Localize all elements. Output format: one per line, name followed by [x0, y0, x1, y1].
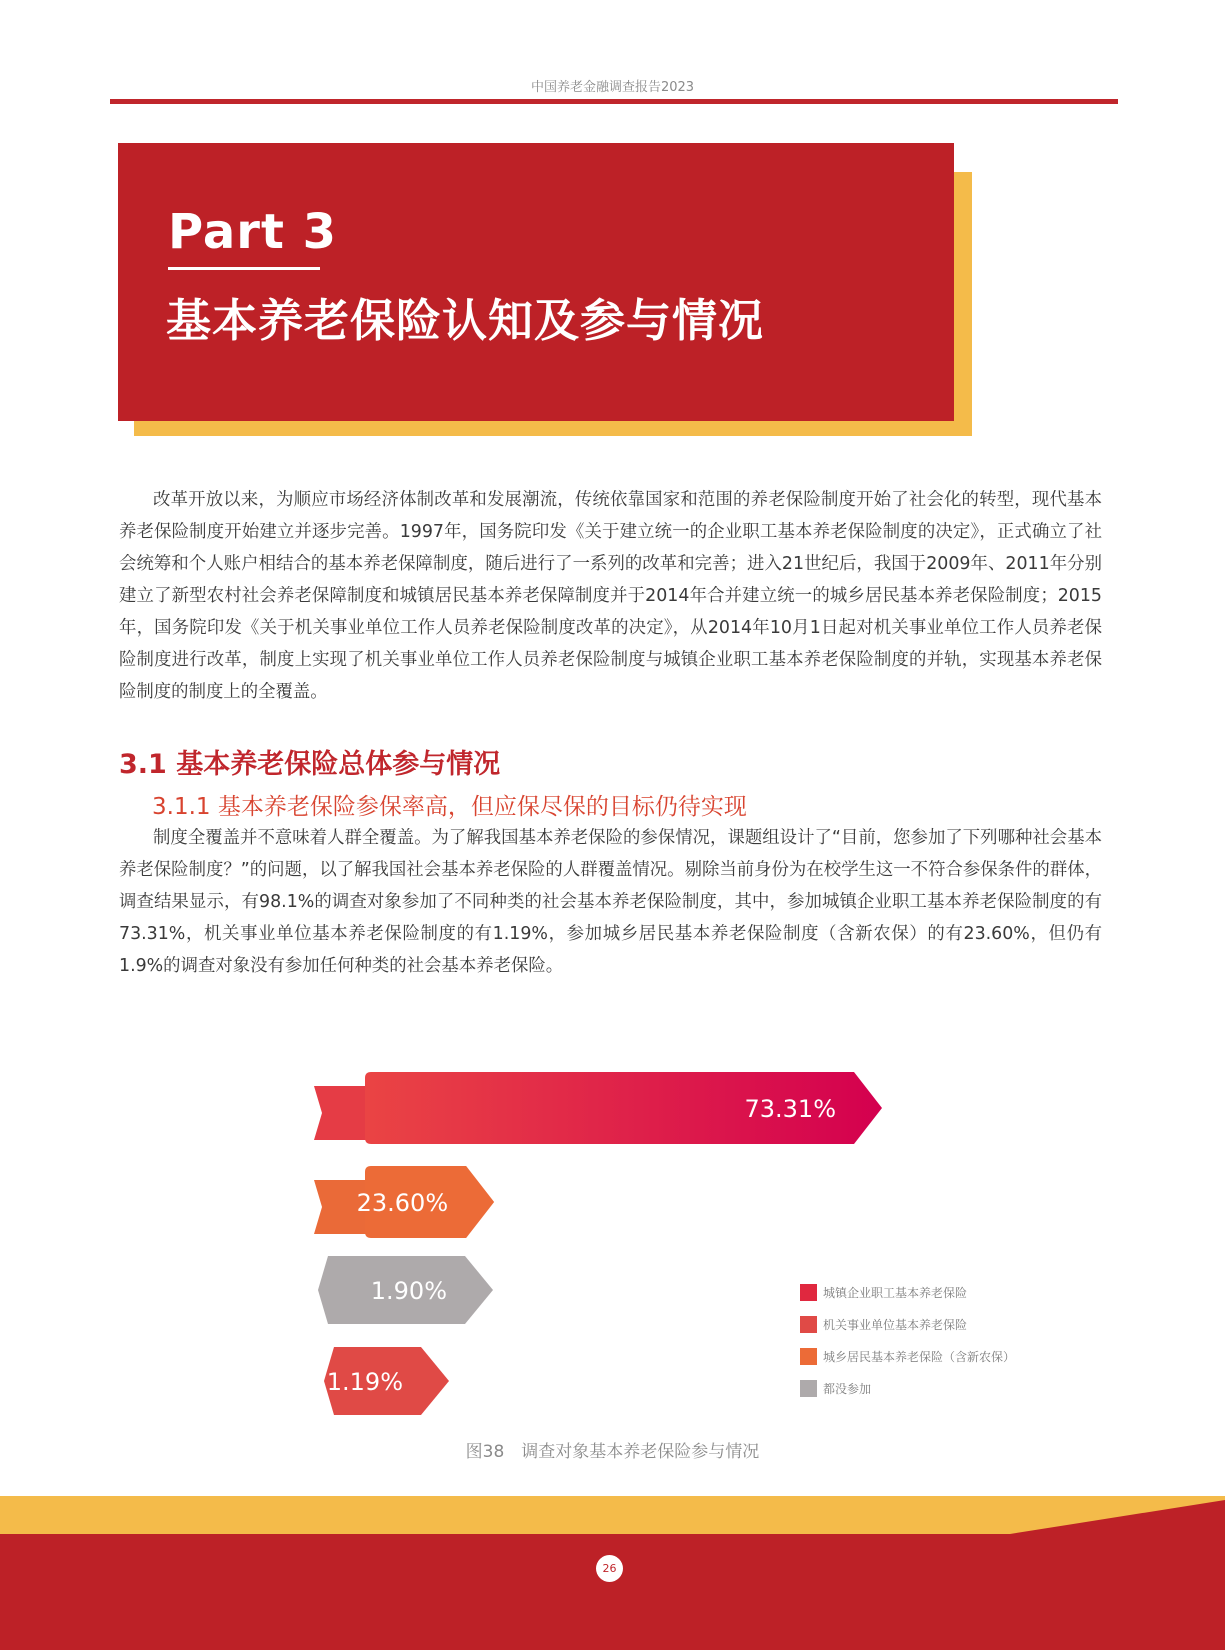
legend-label: 城乡居民基本养老保险（含新农保）	[823, 1349, 1016, 1364]
header-rule	[110, 99, 1118, 104]
bar-0	[314, 1072, 882, 1144]
legend-swatch	[800, 1380, 817, 1397]
bar-label-2: 1.90%	[370, 1277, 447, 1305]
running-header: 中国养老金融调查报告2023	[530, 80, 695, 95]
part-title: 基本养老保险认知及参与情况	[166, 294, 765, 347]
part-banner	[118, 143, 954, 421]
bar-tail-0	[314, 1086, 370, 1140]
section-heading: 3.1 基本养老保险总体参与情况	[119, 749, 501, 780]
bar-label-1: 23.60%	[356, 1189, 449, 1217]
bar-label-3: 1.19%	[326, 1368, 403, 1396]
legend-label: 城镇企业职工基本养老保险	[823, 1285, 968, 1300]
legend-item-1	[800, 1308, 1015, 1340]
legend-item-3	[800, 1372, 1015, 1404]
legend-label: 机关事业单位基本养老保险	[823, 1317, 968, 1332]
subsection-heading: 3.1.1 基本养老保险参保率高，但应保尽保的目标仍待实现	[152, 794, 747, 820]
part-label: Part 3	[168, 204, 338, 260]
legend-item-2	[800, 1340, 1015, 1372]
legend-swatch	[800, 1284, 817, 1301]
legend-swatch	[800, 1316, 817, 1333]
intro-paragraph: 改革开放以来，为顺应市场经济体制改革和发展潮流，传统依靠国家和范围的养老保险制度开始了社会化的转型，现代基本养老保险制度开始建立并逐步完善。1997年，国务院印发《关于建立统一的企业职工基本养老保险制度的决定》，正式确立了社会统筹和个人账户相结合的基本养老保障制度，随后进行了一系列的改革和完善；进入21世纪后，我国于2009年、2011年分别建立了新型农村社会养老保障制度和城镇居民基本养老保障制度并于2014年合并建立统一的城乡居民基本养老保险制度；2015年，国务院印发《关于机关事业单位工作人员养老保险制度改革的决定》，从2014年10月1日起对机关事业单位工作人员养老保险制度进行改革，制度上实现了机关事业单位工作人员养老保险制度与城镇企业职工基本养老保险制度的并轨，实现基本养老保险制度的制度上的全覆盖。	[119, 490, 1102, 702]
bar-label-0: 73.31%	[744, 1095, 836, 1123]
chart-legend	[800, 1276, 1015, 1404]
figure-caption: 图38 调查对象基本养老保险参与情况	[465, 1442, 760, 1462]
legend-item-0	[800, 1276, 1015, 1308]
part-label-underline	[168, 267, 320, 270]
bar-3	[324, 1347, 449, 1415]
page-number: 26	[596, 1555, 623, 1582]
legend-label: 都没参加	[823, 1381, 872, 1396]
legend-swatch	[800, 1348, 817, 1365]
bar-2	[318, 1256, 493, 1324]
section-paragraph: 制度全覆盖并不意味着人群全覆盖。为了解我国基本养老保险的参保情况，课题组设计了“目前，您参加了下列哪种社会基本养老保险制度？”的问题，以了解我国社会基本养老保险的人群覆盖情况。剔除当前身份为在校学生这一不符合参保条件的群体，调查结果显示，有98.1%的调查对象参加了不同种类的社会基本养老保险制度，其中，参加城镇企业职工基本养老保险制度的有73.31%，机关事业单位基本养老保险制度的有1.19%，参加城乡居民基本养老保险制度（含新农保）的有23.60%，但仍有1.9%的调查对象没有参加任何种类的社会基本养老保险。	[119, 828, 1102, 976]
bar-1	[314, 1166, 494, 1238]
